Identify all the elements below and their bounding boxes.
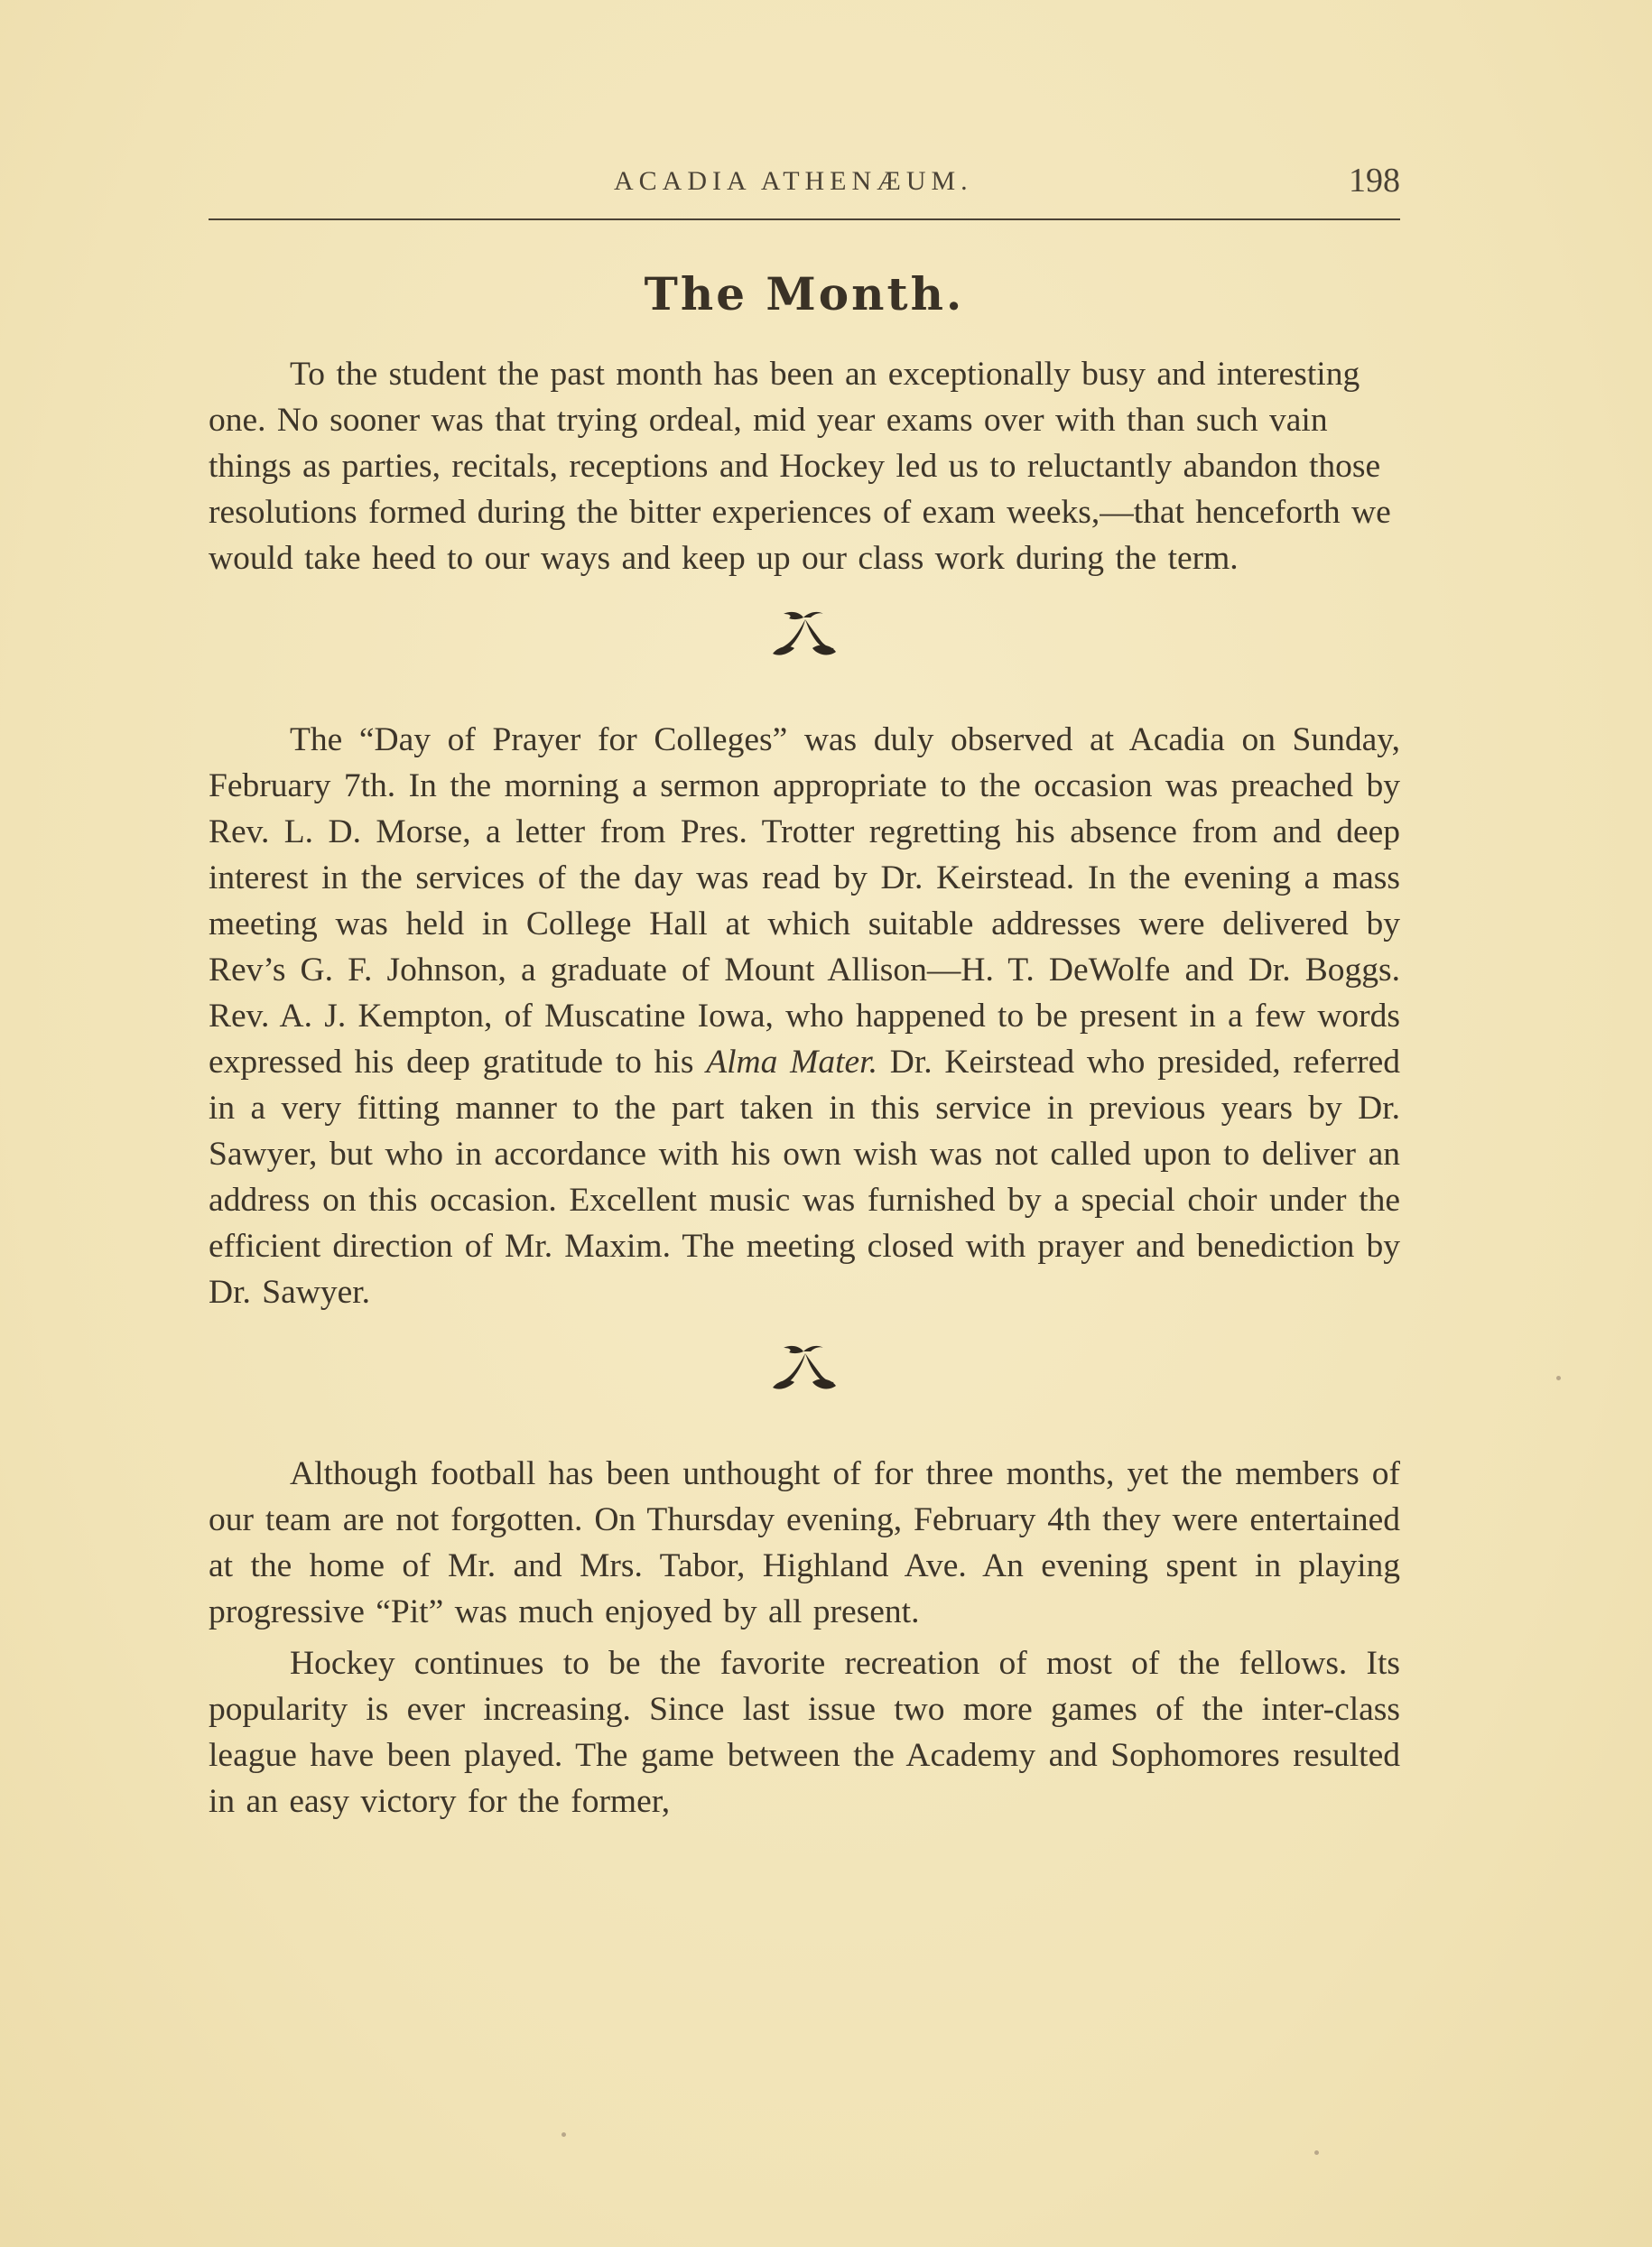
running-head [209,153,1400,217]
paper-speck [1556,1376,1561,1380]
header-rule [209,218,1400,220]
section-title: The Month. [644,267,965,320]
page [209,153,1400,1825]
floral-ornament-icon [764,607,845,670]
paragraph-2 [209,717,1400,1315]
paragraph-2-text-continued: Dr. Keirstead who presided, referred in a very fitting manner to the part taken in this service in previous years by Dr. Sawyer, but who in accordance with his own wish was not called upon to deliver an address on this occasion. Excellent music was furnished by a special choir under the efficient direction of Mr. Maxim. The meeting closed with prayer and benediction by Dr. Sawyer. [209,1044,1401,1311]
paragraph-2-text: The “Day of Prayer for Colleges” was duly observed at Acadia on Sunday, February 7th. In the morning a sermon appropriate to the occasion was preached by Rev. L. D. Morse, a letter from Pres. Trotter regretting his absence from and deep interest in the services of the day was read by Dr. Keirstead. In the evening a mass meeting was held in College Hall at which suitable addresses were delivered by Rev’s G. F. Johnson, a graduate of Mount Allison—H. T. DeWolfe and Dr. Boggs. Rev. A. J. Kempton, of Muscatine Iowa, who happened to be present in a few words expressed his deep gratitude to his [209,721,1400,1081]
paper-speck [561,2132,566,2137]
paragraph-4: Hockey continues to be the favorite recreation of most of the fellows. Its popularity is ever increasing. Since last issue two more games of the inter-class league have been played. The game between the Academy and Sophomores resulted in an easy victory for the former, [209,1645,1400,1820]
running-title: ACADIA ATHENÆUM. [614,166,973,196]
alma-mater-italic: Alma Mater. [706,1044,877,1081]
floral-ornament-icon [764,1341,845,1404]
page-number: 198 [1349,162,1400,200]
paper-speck [1314,2150,1319,2155]
paragraph-1: To the student the past month has been an exceptionally busy and interesting one. No sooner was that trying ordeal, mid year exams over with than such vain things as parties, recitals, receptions and Hockey led us to reluctantly abandon those resolutions formed during the bitter experiences of exam weeks,—that henceforth we would take heed to our ways and keep up our class work during the term. [209,356,1391,577]
paragraph-3: Although football has been unthought of for three months, yet the members of our team are not forgotten. On Thursday evening, February 4th they were entertained at the home of Mr. and Mrs. Tabor, Highland Ave. An evening spent in playing progressive “Pit” was much enjoyed by all present. [209,1455,1400,1630]
